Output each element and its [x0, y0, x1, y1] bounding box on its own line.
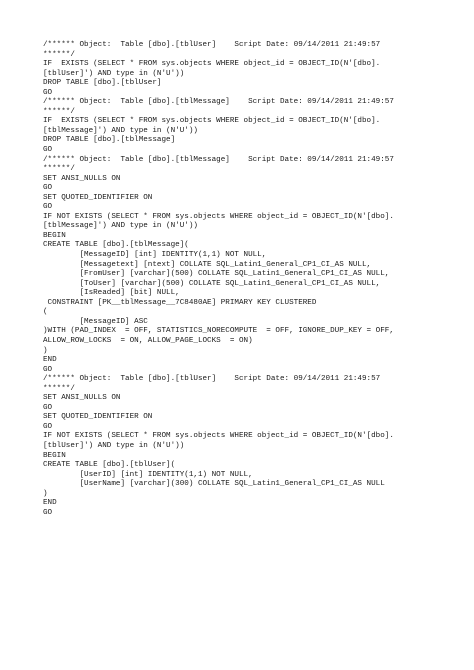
code-line: [MessageID] ASC: [43, 317, 148, 326]
code-line: /****** Object: Table [dbo].[tblUser] Script Date: 09/14/2011 21:49:57: [43, 375, 381, 384]
sql-script: [43, 41, 443, 518]
code-line: [ToUser] [varchar](500) COLLATE SQL_Latin1_General_CP1_CI_AS NULL,: [43, 279, 381, 288]
code-line: BEGIN: [43, 451, 66, 460]
code-line: IF EXISTS (SELECT * FROM sys.objects WHERE object_id = OBJECT_ID(N'[dbo].: [43, 117, 381, 126]
code-line: [IsReaded] [bit] NULL,: [43, 289, 180, 298]
code-line: ): [43, 489, 48, 498]
code-line: /****** Object: Table [dbo].[tblMessage] Script Date: 09/14/2011 21:49:57: [43, 98, 394, 107]
code-line: GO: [43, 146, 53, 155]
code-line: [tblUser]') AND type in (N'U')): [43, 441, 185, 450]
code-line: IF NOT EXISTS (SELECT * FROM sys.objects WHERE object_id = OBJECT_ID(N'[dbo].: [43, 432, 394, 441]
code-line: [UserName] [varchar](300) COLLATE SQL_Latin1_General_CP1_CI_AS NULL: [43, 480, 385, 489]
code-line: SET QUOTED_IDENTIFIER ON: [43, 193, 153, 202]
code-line: DROP TABLE [dbo].[tblMessage]: [43, 136, 176, 145]
code-line: DROP TABLE [dbo].[tblUser]: [43, 79, 162, 88]
code-line: ALLOW_ROW_LOCKS = ON, ALLOW_PAGE_LOCKS = ON): [43, 336, 253, 345]
code-line: [tblUser]') AND type in (N'U')): [43, 69, 185, 78]
code-line: SET QUOTED_IDENTIFIER ON: [43, 413, 153, 422]
code-line: ******/: [43, 107, 75, 116]
code-line: [UserID] [int] IDENTITY(1,1) NOT NULL,: [43, 470, 253, 479]
code-line: CREATE TABLE [dbo].[tblMessage](: [43, 241, 189, 250]
code-line: /****** Object: Table [dbo].[tblUser] Script Date: 09/14/2011 21:49:57: [43, 41, 381, 49]
code-line: [MessageID] [int] IDENTITY(1,1) NOT NULL,: [43, 251, 267, 260]
code-line: BEGIN: [43, 231, 66, 240]
code-line: [tblMessage]') AND type in (N'U')): [43, 126, 198, 135]
code-line: [tblMessage]') AND type in (N'U')): [43, 222, 198, 231]
code-line: ******/: [43, 165, 75, 174]
code-line: END: [43, 499, 57, 508]
code-line: ): [43, 346, 48, 355]
code-line: CREATE TABLE [dbo].[tblUser](: [43, 461, 176, 470]
code-line: GO: [43, 88, 53, 97]
code-line: ******/: [43, 384, 75, 393]
code-line: GO: [43, 184, 53, 193]
code-line: )WITH (PAD_INDEX = OFF, STATISTICS_NORECOMPUTE = OFF, IGNORE_DUP_KEY = OFF,: [43, 327, 394, 336]
code-line: IF EXISTS (SELECT * FROM sys.objects WHERE object_id = OBJECT_ID(N'[dbo].: [43, 60, 381, 69]
code-line: ******/: [43, 50, 75, 59]
code-line: GO: [43, 203, 53, 212]
code-line: SET ANSI_NULLS ON: [43, 394, 121, 403]
code-line: GO: [43, 508, 53, 517]
code-line: [Messagetext] [ntext] COLLATE SQL_Latin1_General_CP1_CI_AS NULL,: [43, 260, 372, 269]
code-line: [FromUser] [varchar](500) COLLATE SQL_Latin1_General_CP1_CI_AS NULL,: [43, 270, 390, 279]
code-line: GO: [43, 365, 53, 374]
code-line: END: [43, 356, 57, 365]
code-line: SET ANSI_NULLS ON: [43, 174, 121, 183]
code-line: (: [43, 308, 48, 317]
code-line: GO: [43, 403, 53, 412]
code-line: IF NOT EXISTS (SELECT * FROM sys.objects WHERE object_id = OBJECT_ID(N'[dbo].: [43, 212, 394, 221]
code-line: GO: [43, 422, 53, 431]
code-line: /****** Object: Table [dbo].[tblMessage] Script Date: 09/14/2011 21:49:57: [43, 155, 394, 164]
code-line: CONSTRAINT [PK__tblMessage__7C8480AE] PRIMARY KEY CLUSTERED: [43, 298, 317, 307]
